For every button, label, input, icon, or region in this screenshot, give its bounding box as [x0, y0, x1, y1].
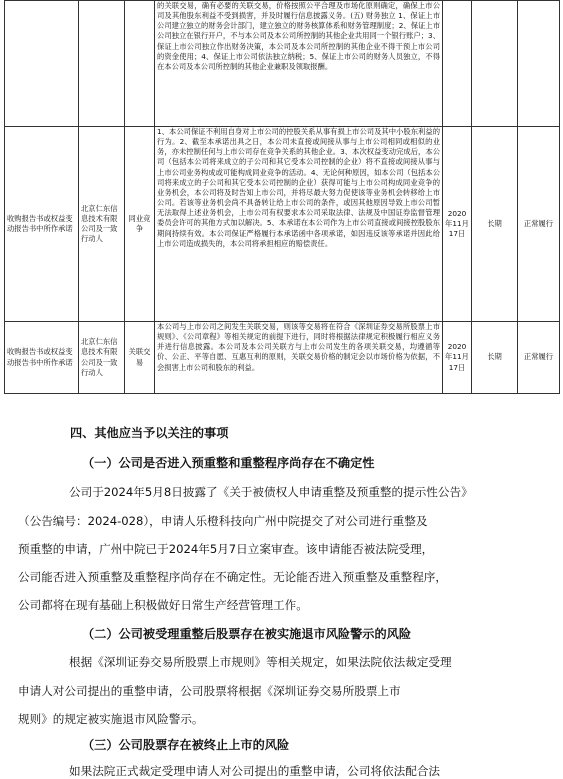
commitment-status-cell: 正常履行	[518, 322, 560, 394]
paragraph-line: 申请人对公司提出的重整申请，公司股票将根据《深圳证券交易所股票上市	[18, 684, 401, 698]
commitment-kind-cell: 同业竞争	[125, 127, 155, 322]
commitment-status-cell	[518, 1, 560, 127]
commitment-date-cell	[443, 1, 472, 127]
commitment-party-cell: 北京仁东信息技术有限公司及一致行动人	[79, 127, 125, 322]
commitment-status-cell: 正常履行	[518, 127, 560, 322]
paragraph-line: 根据《深圳证券交易所股票上市规则》等相关规定，如果法院依法裁定受理	[69, 655, 452, 669]
commitment-term-cell	[472, 1, 518, 127]
paragraph-line: 公司能否进入预重整及重整程序尚存在不确定性。无论能否进入预重整及重整程序，	[18, 570, 447, 584]
subsection-heading-2: （二）公司被受理重整后股票存在被实施退市风险警示的风险	[82, 627, 412, 641]
paragraph-line: 公司都将在现有基础上积极做好日常生产经营管理工作。	[18, 598, 308, 612]
commitment-party-cell	[79, 1, 125, 127]
commitment-term-cell: 长期	[472, 127, 518, 322]
subsection-heading-1: （一）公司是否进入预重整和重整程序尚存在不确定性	[82, 456, 375, 470]
commitment-kind-cell	[125, 1, 155, 127]
paragraph-line: （公告编号：2024-028），申请人乐橙科技向广州中院提交了对公司进行重整及	[18, 514, 428, 528]
commitment-content-cell: 1、本公司保证不利用自身对上市公司的控股关系从事有损上市公司及其中小股东利益的行为。2、截至本承诺出具之日，本公司未直接或间接从事与上市公司相同或相似的业务，亦未控制任何与上市公司存在竞争关系的其他企业。3、本次权益变动完成后，本公司（包括本公司将来成立的子公司和其它受本公司控制的企业）将不直接或间接从事与上市公司业务构成或可能构成同业竞争的活动。4、无论何种原因，如本公司（包括本公司将来成立的子公司和其它受本公司控制的企业）获得可能与上市公司构成同业竞争的业务机会，本公司将及时告知上市公司，并将尽最大努力促使该等业务机会转移给上市公司。若该等业务机会尚不具备转让给上市公司的条件，或因其他原因导致上市公司暂无法取得上述业务机会，上市公司有权要求本公司采取法律、法规及中国证券监督管理委员会许可的其他方式加以解决。5、本承诺在本公司作为上市公司直接或间接控股股东期间持续有效。本公司保证严格履行本承诺函中各项承诺，如因违反该等承诺并因此给上市公司造成损失的，本公司将承担相应的赔偿责任。	[155, 127, 443, 322]
commitment-term-cell: 长期	[472, 322, 518, 394]
commitment-kind-cell: 关联交易	[125, 322, 155, 394]
section-heading: 四、其他应当予以关注的事项	[70, 426, 229, 440]
commitment-content-cell: 的关联交易，确有必要的关联交易，价格按照公平合理及市场化原则确定，确保上市公司及其他股东利益不受到损害，并及时履行信息披露义务。(五) 财务独立 1、保证上市公司建立独立的财务会计部门，建立独立的财务核算体系和财务管理制度；2、保证上市公司独立在银行开户，不与本公司及本公司所控制的其他企业共用同一个银行账户；3、保证上市公司独立作出财务决策，本公司及本公司所控制的其他企业不得干预上市公司的资金使用；4、保证上市公司依法独立纳税；5、保证上市公司的财务人员独立，不得在本公司及本公司所控制的其他企业兼职及领取报酬。	[155, 1, 443, 127]
paragraph-line: 规则》的规定被实施退市风险警示。	[18, 712, 204, 726]
commitment-type-cell: 收购报告书或权益变动报告书中所作承诺	[5, 322, 79, 394]
table-row	[5, 1, 560, 127]
commitment-party-cell: 北京仁东信息技术有限公司及一致行动人	[79, 322, 125, 394]
paragraph-line: 预重整的申请，广州中院已于2024年5月7日立案审查。该申请能否被法院受理，	[18, 542, 434, 556]
commitment-date-cell: 2020年11月17日	[443, 322, 472, 394]
commitment-type-cell	[5, 1, 79, 127]
paragraph-line: 如果法院正式裁定受理申请人对公司提出的重整申请，公司将依法配合法	[69, 764, 441, 778]
commitment-content-cell: 本公司与上市公司之间发生关联交易，则该等交易将在符合《深圳证券交易所股票上市规则》、《公司章程》等相关规定的前提下进行，同时将根据法律规定积极履行相应义务并进行信息披露。本公司及本公司关联方与上市公司发生的各项关联交易，均遵循等价、公正、平等自愿、互惠互利的原则，关联交易价格的制定会以市场价格为依据，不会损害上市公司和股东的利益。	[155, 322, 443, 394]
table-row	[5, 322, 560, 394]
subsection-heading-3: （三）公司股票存在被终止上市的风险	[82, 738, 290, 752]
paragraph-line: 公司于2024年5月8日披露了《关于被债权人申请重整及预重整的提示性公告》	[69, 485, 473, 499]
commitment-table	[4, 0, 560, 394]
table-row	[5, 127, 560, 322]
commitment-type-cell: 收购报告书或权益变动报告书中所作承诺	[5, 127, 79, 322]
commitment-date-cell: 2020年11月17日	[443, 127, 472, 322]
